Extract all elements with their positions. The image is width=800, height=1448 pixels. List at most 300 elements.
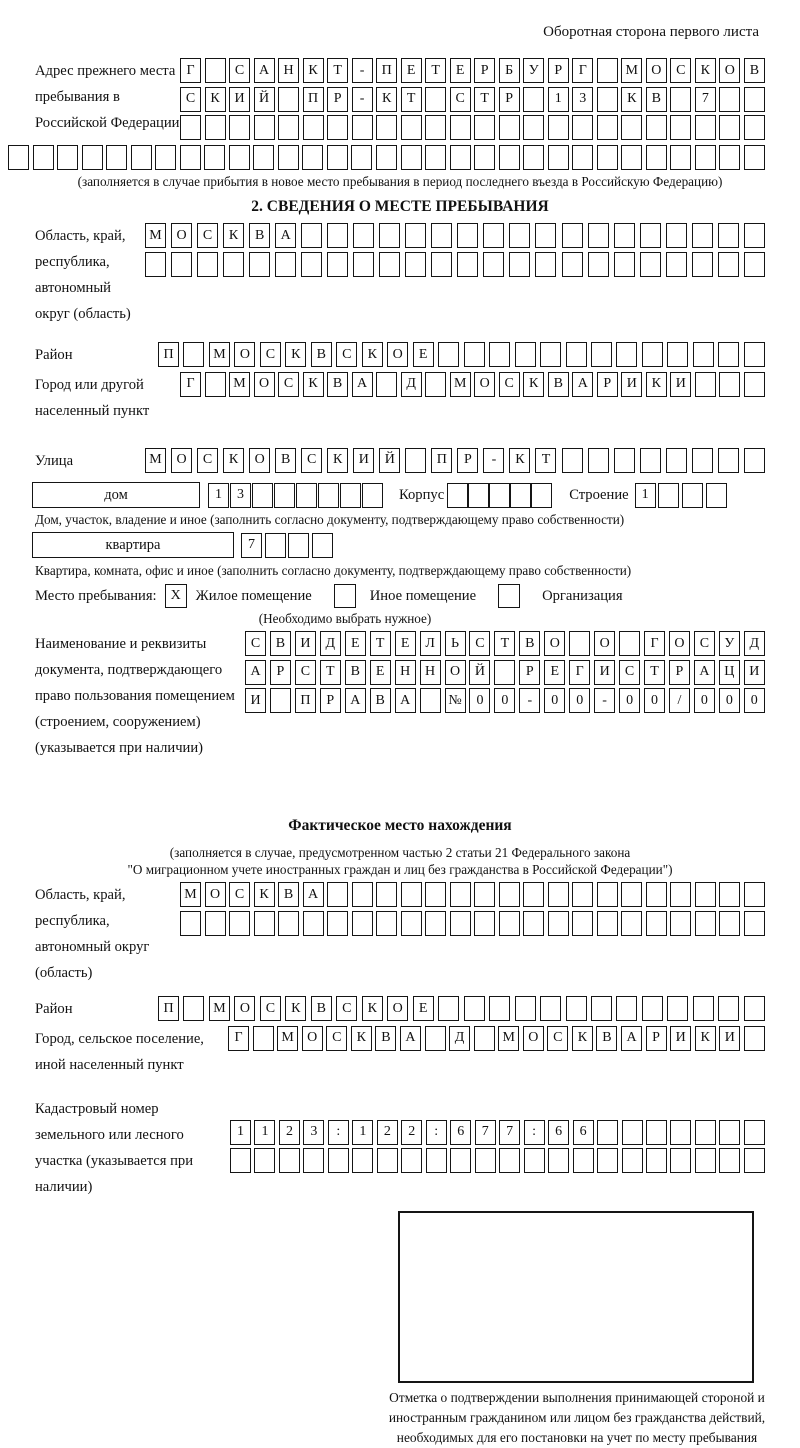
char-cell[interactable]: 7 — [475, 1120, 496, 1145]
previous-address-row-1[interactable] — [180, 58, 765, 83]
char-cell[interactable]: О — [205, 882, 226, 907]
char-cell[interactable]: И — [744, 660, 765, 685]
char-cell[interactable] — [183, 996, 204, 1021]
char-cell[interactable] — [457, 252, 478, 277]
char-cell[interactable] — [425, 1026, 446, 1051]
char-cell[interactable]: О — [249, 448, 270, 473]
char-cell[interactable]: К — [223, 448, 244, 473]
char-cell[interactable] — [622, 1120, 643, 1145]
char-cell[interactable]: Т — [644, 660, 665, 685]
actual-city-row[interactable] — [228, 1026, 765, 1051]
char-cell[interactable] — [640, 223, 661, 248]
char-cell[interactable]: 0 — [494, 688, 515, 713]
char-cell[interactable] — [597, 911, 618, 936]
char-cell[interactable] — [275, 252, 296, 277]
char-cell[interactable] — [204, 145, 225, 170]
char-cell[interactable] — [229, 145, 250, 170]
char-cell[interactable] — [670, 145, 691, 170]
char-cell[interactable] — [566, 996, 587, 1021]
char-cell[interactable]: П — [431, 448, 452, 473]
char-cell[interactable] — [695, 372, 716, 397]
char-cell[interactable] — [352, 115, 373, 140]
char-cell[interactable] — [205, 115, 226, 140]
char-cell[interactable]: О — [669, 631, 690, 656]
char-cell[interactable]: Т — [401, 87, 422, 112]
char-cell[interactable]: М — [277, 1026, 298, 1051]
char-cell[interactable] — [457, 223, 478, 248]
char-cell[interactable]: А — [621, 1026, 642, 1051]
char-cell[interactable] — [588, 223, 609, 248]
char-cell[interactable]: Р — [457, 448, 478, 473]
char-cell[interactable] — [562, 448, 583, 473]
char-cell[interactable] — [621, 882, 642, 907]
char-cell[interactable] — [562, 223, 583, 248]
char-cell[interactable] — [33, 145, 54, 170]
char-cell[interactable] — [523, 882, 544, 907]
char-cell[interactable]: Р — [270, 660, 291, 685]
char-cell[interactable]: И — [295, 631, 316, 656]
city-row[interactable] — [180, 372, 765, 397]
char-cell[interactable] — [597, 87, 618, 112]
char-cell[interactable] — [450, 911, 471, 936]
char-cell[interactable]: А — [395, 688, 416, 713]
char-cell[interactable]: Т — [494, 631, 515, 656]
char-cell[interactable]: 0 — [744, 688, 765, 713]
char-cell[interactable]: К — [646, 372, 667, 397]
char-cell[interactable]: С — [260, 996, 281, 1021]
char-cell[interactable]: В — [278, 882, 299, 907]
char-cell[interactable]: О — [594, 631, 615, 656]
char-cell[interactable] — [379, 223, 400, 248]
char-cell[interactable]: С — [619, 660, 640, 685]
char-cell[interactable] — [670, 1120, 691, 1145]
char-cell[interactable] — [718, 223, 739, 248]
char-cell[interactable] — [301, 223, 322, 248]
char-cell[interactable]: В — [519, 631, 540, 656]
char-cell[interactable] — [658, 483, 679, 508]
char-cell[interactable]: С — [197, 223, 218, 248]
char-cell[interactable]: В — [327, 372, 348, 397]
char-cell[interactable]: 0 — [719, 688, 740, 713]
char-cell[interactable] — [744, 1026, 765, 1051]
char-cell[interactable] — [362, 483, 383, 508]
char-cell[interactable]: - — [483, 448, 504, 473]
char-cell[interactable]: С — [229, 882, 250, 907]
char-cell[interactable] — [468, 483, 489, 508]
char-cell[interactable] — [171, 252, 192, 277]
char-cell[interactable] — [483, 252, 504, 277]
char-cell[interactable] — [197, 252, 218, 277]
char-cell[interactable] — [719, 911, 740, 936]
char-cell[interactable]: В — [596, 1026, 617, 1051]
char-cell[interactable] — [531, 483, 552, 508]
previous-address-row-3[interactable] — [180, 115, 765, 140]
char-cell[interactable]: Т — [474, 87, 495, 112]
char-cell[interactable] — [744, 996, 765, 1021]
cadastral-row-2[interactable] — [230, 1148, 765, 1173]
char-cell[interactable]: О — [544, 631, 565, 656]
char-cell[interactable] — [510, 483, 531, 508]
char-cell[interactable] — [327, 145, 348, 170]
char-cell[interactable]: О — [387, 996, 408, 1021]
char-cell[interactable] — [670, 1148, 691, 1173]
char-cell[interactable]: Р — [499, 87, 520, 112]
char-cell[interactable]: 3 — [572, 87, 593, 112]
char-cell[interactable]: / — [669, 688, 690, 713]
region-row-2[interactable] — [145, 252, 765, 277]
char-cell[interactable]: М — [621, 58, 642, 83]
char-cell[interactable]: И — [670, 1026, 691, 1051]
char-cell[interactable]: 0 — [544, 688, 565, 713]
char-cell[interactable]: - — [352, 58, 373, 83]
char-cell[interactable]: Т — [320, 660, 341, 685]
char-cell[interactable]: К — [509, 448, 530, 473]
char-cell[interactable] — [327, 882, 348, 907]
char-cell[interactable]: Е — [345, 631, 366, 656]
char-cell[interactable]: К — [285, 342, 306, 367]
char-cell[interactable] — [327, 115, 348, 140]
char-cell[interactable]: - — [352, 87, 373, 112]
char-cell[interactable] — [562, 252, 583, 277]
char-cell[interactable] — [572, 911, 593, 936]
char-cell[interactable]: О — [234, 996, 255, 1021]
char-cell[interactable] — [692, 252, 713, 277]
char-cell[interactable]: Р — [474, 58, 495, 83]
char-cell[interactable] — [376, 882, 397, 907]
char-cell[interactable]: Е — [413, 342, 434, 367]
char-cell[interactable] — [515, 342, 536, 367]
char-cell[interactable] — [744, 1148, 765, 1173]
apartment-type-box[interactable]: квартира — [32, 532, 234, 558]
char-cell[interactable]: П — [376, 58, 397, 83]
char-cell[interactable]: И — [670, 372, 691, 397]
cadastral-row-1[interactable] — [230, 1120, 765, 1145]
korpus-cells[interactable] — [447, 483, 547, 508]
char-cell[interactable] — [327, 223, 348, 248]
char-cell[interactable]: Й — [379, 448, 400, 473]
char-cell[interactable]: 0 — [619, 688, 640, 713]
char-cell[interactable] — [523, 911, 544, 936]
char-cell[interactable]: : — [328, 1120, 349, 1145]
char-cell[interactable] — [278, 87, 299, 112]
char-cell[interactable]: К — [285, 996, 306, 1021]
char-cell[interactable]: С — [694, 631, 715, 656]
char-cell[interactable] — [744, 87, 765, 112]
char-cell[interactable]: 6 — [573, 1120, 594, 1145]
char-cell[interactable]: С — [180, 87, 201, 112]
house-number-cells[interactable] — [208, 483, 383, 508]
char-cell[interactable] — [438, 996, 459, 1021]
char-cell[interactable]: С — [260, 342, 281, 367]
char-cell[interactable]: С — [229, 58, 250, 83]
char-cell[interactable]: О — [171, 223, 192, 248]
char-cell[interactable]: 2 — [279, 1120, 300, 1145]
char-cell[interactable]: Р — [519, 660, 540, 685]
char-cell[interactable]: Р — [597, 372, 618, 397]
char-cell[interactable] — [719, 882, 740, 907]
char-cell[interactable] — [682, 483, 703, 508]
char-cell[interactable]: А — [254, 58, 275, 83]
char-cell[interactable] — [499, 115, 520, 140]
char-cell[interactable] — [376, 911, 397, 936]
char-cell[interactable] — [499, 145, 520, 170]
char-cell[interactable]: 7 — [695, 87, 716, 112]
char-cell[interactable]: И — [229, 87, 250, 112]
char-cell[interactable] — [401, 115, 422, 140]
char-cell[interactable]: 6 — [548, 1120, 569, 1145]
char-cell[interactable] — [405, 252, 426, 277]
char-cell[interactable] — [420, 688, 441, 713]
char-cell[interactable]: 0 — [644, 688, 665, 713]
char-cell[interactable]: И — [353, 448, 374, 473]
char-cell[interactable] — [642, 996, 663, 1021]
char-cell[interactable] — [254, 1148, 275, 1173]
char-cell[interactable] — [548, 911, 569, 936]
char-cell[interactable] — [621, 145, 642, 170]
char-cell[interactable]: С — [547, 1026, 568, 1051]
char-cell[interactable] — [450, 145, 471, 170]
char-cell[interactable]: 3 — [303, 1120, 324, 1145]
char-cell[interactable]: Т — [370, 631, 391, 656]
char-cell[interactable]: Р — [327, 87, 348, 112]
char-cell[interactable] — [706, 483, 727, 508]
char-cell[interactable]: 7 — [241, 533, 262, 558]
char-cell[interactable] — [318, 483, 339, 508]
char-cell[interactable] — [253, 1026, 274, 1051]
char-cell[interactable] — [719, 372, 740, 397]
document-row-2[interactable] — [245, 660, 765, 685]
char-cell[interactable] — [274, 483, 295, 508]
char-cell[interactable] — [666, 448, 687, 473]
char-cell[interactable] — [183, 342, 204, 367]
previous-address-row-4[interactable] — [8, 145, 765, 170]
street-row[interactable] — [145, 448, 765, 473]
char-cell[interactable] — [327, 911, 348, 936]
char-cell[interactable]: Е — [401, 58, 422, 83]
char-cell[interactable] — [278, 911, 299, 936]
char-cell[interactable]: Н — [420, 660, 441, 685]
char-cell[interactable]: 3 — [230, 483, 251, 508]
char-cell[interactable] — [616, 996, 637, 1021]
char-cell[interactable]: В — [548, 372, 569, 397]
region-row-1[interactable] — [145, 223, 765, 248]
char-cell[interactable]: В — [646, 87, 667, 112]
char-cell[interactable]: М — [209, 342, 230, 367]
char-cell[interactable]: Е — [450, 58, 471, 83]
char-cell[interactable]: 1 — [352, 1120, 373, 1145]
char-cell[interactable] — [483, 223, 504, 248]
char-cell[interactable] — [303, 115, 324, 140]
char-cell[interactable] — [450, 115, 471, 140]
char-cell[interactable]: 1 — [208, 483, 229, 508]
char-cell[interactable] — [489, 996, 510, 1021]
char-cell[interactable] — [249, 252, 270, 277]
char-cell[interactable]: Д — [401, 372, 422, 397]
char-cell[interactable] — [155, 145, 176, 170]
char-cell[interactable] — [744, 115, 765, 140]
char-cell[interactable] — [376, 372, 397, 397]
char-cell[interactable]: Ц — [719, 660, 740, 685]
char-cell[interactable] — [619, 631, 640, 656]
char-cell[interactable] — [548, 115, 569, 140]
char-cell[interactable] — [719, 145, 740, 170]
char-cell[interactable] — [548, 1148, 569, 1173]
char-cell[interactable]: В — [370, 688, 391, 713]
char-cell[interactable]: Г — [569, 660, 590, 685]
char-cell[interactable]: С — [670, 58, 691, 83]
char-cell[interactable] — [744, 223, 765, 248]
char-cell[interactable]: И — [621, 372, 642, 397]
char-cell[interactable] — [352, 882, 373, 907]
char-cell[interactable]: О — [387, 342, 408, 367]
char-cell[interactable] — [621, 911, 642, 936]
char-cell[interactable]: - — [594, 688, 615, 713]
char-cell[interactable]: 1 — [230, 1120, 251, 1145]
char-cell[interactable] — [597, 145, 618, 170]
char-cell[interactable] — [646, 882, 667, 907]
char-cell[interactable]: А — [572, 372, 593, 397]
char-cell[interactable] — [622, 1148, 643, 1173]
char-cell[interactable]: О — [254, 372, 275, 397]
char-cell[interactable] — [401, 1148, 422, 1173]
char-cell[interactable]: О — [523, 1026, 544, 1051]
char-cell[interactable] — [695, 1148, 716, 1173]
char-cell[interactable]: Р — [669, 660, 690, 685]
char-cell[interactable] — [572, 882, 593, 907]
char-cell[interactable] — [509, 223, 530, 248]
char-cell[interactable] — [597, 115, 618, 140]
char-cell[interactable]: 1 — [635, 483, 656, 508]
char-cell[interactable]: Е — [544, 660, 565, 685]
char-cell[interactable] — [312, 533, 333, 558]
char-cell[interactable] — [230, 1148, 251, 1173]
char-cell[interactable]: М — [229, 372, 250, 397]
char-cell[interactable] — [474, 911, 495, 936]
previous-address-row-2[interactable] — [180, 87, 765, 112]
char-cell[interactable]: Т — [535, 448, 556, 473]
char-cell[interactable] — [515, 996, 536, 1021]
char-cell[interactable] — [640, 448, 661, 473]
char-cell[interactable] — [205, 372, 226, 397]
actual-region-row-2[interactable] — [180, 911, 765, 936]
char-cell[interactable] — [278, 145, 299, 170]
char-cell[interactable]: К — [223, 223, 244, 248]
char-cell[interactable]: М — [498, 1026, 519, 1051]
actual-region-row-1[interactable] — [180, 882, 765, 907]
char-cell[interactable] — [666, 252, 687, 277]
char-cell[interactable] — [252, 483, 273, 508]
char-cell[interactable]: Д — [449, 1026, 470, 1051]
char-cell[interactable] — [692, 223, 713, 248]
char-cell[interactable] — [180, 115, 201, 140]
actual-district-row[interactable] — [158, 996, 765, 1021]
char-cell[interactable] — [540, 342, 561, 367]
char-cell[interactable] — [405, 448, 426, 473]
char-cell[interactable] — [405, 223, 426, 248]
char-cell[interactable] — [301, 252, 322, 277]
char-cell[interactable] — [744, 882, 765, 907]
char-cell[interactable] — [588, 448, 609, 473]
char-cell[interactable]: 2 — [377, 1120, 398, 1145]
char-cell[interactable]: К — [695, 1026, 716, 1051]
char-cell[interactable]: Ь — [445, 631, 466, 656]
char-cell[interactable]: С — [295, 660, 316, 685]
char-cell[interactable]: А — [345, 688, 366, 713]
char-cell[interactable] — [425, 115, 446, 140]
char-cell[interactable]: В — [311, 996, 332, 1021]
char-cell[interactable] — [205, 911, 226, 936]
char-cell[interactable] — [597, 1148, 618, 1173]
char-cell[interactable]: 1 — [254, 1120, 275, 1145]
char-cell[interactable] — [695, 911, 716, 936]
char-cell[interactable] — [640, 252, 661, 277]
char-cell[interactable] — [695, 115, 716, 140]
char-cell[interactable]: Д — [744, 631, 765, 656]
char-cell[interactable] — [509, 252, 530, 277]
char-cell[interactable] — [254, 911, 275, 936]
char-cell[interactable] — [621, 115, 642, 140]
char-cell[interactable] — [540, 996, 561, 1021]
char-cell[interactable] — [744, 145, 765, 170]
char-cell[interactable] — [499, 911, 520, 936]
char-cell[interactable] — [719, 1120, 740, 1145]
char-cell[interactable]: К — [303, 372, 324, 397]
char-cell[interactable] — [131, 145, 152, 170]
char-cell[interactable] — [718, 448, 739, 473]
char-cell[interactable]: 0 — [469, 688, 490, 713]
char-cell[interactable]: Л — [420, 631, 441, 656]
char-cell[interactable] — [474, 1026, 495, 1051]
char-cell[interactable]: О — [445, 660, 466, 685]
char-cell[interactable] — [431, 223, 452, 248]
char-cell[interactable]: - — [519, 688, 540, 713]
char-cell[interactable] — [351, 145, 372, 170]
char-cell[interactable] — [523, 87, 544, 112]
char-cell[interactable] — [401, 145, 422, 170]
char-cell[interactable] — [57, 145, 78, 170]
checkbox-organization[interactable] — [498, 584, 520, 608]
char-cell[interactable]: 7 — [499, 1120, 520, 1145]
char-cell[interactable] — [279, 1148, 300, 1173]
char-cell[interactable]: У — [523, 58, 544, 83]
char-cell[interactable]: Т — [327, 58, 348, 83]
char-cell[interactable]: Й — [254, 87, 275, 112]
char-cell[interactable] — [494, 660, 515, 685]
char-cell[interactable] — [296, 483, 317, 508]
char-cell[interactable]: М — [145, 223, 166, 248]
char-cell[interactable] — [670, 911, 691, 936]
char-cell[interactable]: М — [209, 996, 230, 1021]
char-cell[interactable] — [667, 342, 688, 367]
char-cell[interactable] — [548, 145, 569, 170]
char-cell[interactable] — [719, 1148, 740, 1173]
char-cell[interactable] — [719, 87, 740, 112]
district-row[interactable] — [158, 342, 765, 367]
char-cell[interactable]: Р — [548, 58, 569, 83]
char-cell[interactable]: 0 — [569, 688, 590, 713]
char-cell[interactable] — [489, 342, 510, 367]
char-cell[interactable]: А — [400, 1026, 421, 1051]
char-cell[interactable]: С — [197, 448, 218, 473]
char-cell[interactable] — [523, 145, 544, 170]
char-cell[interactable]: С — [499, 372, 520, 397]
char-cell[interactable]: 0 — [694, 688, 715, 713]
char-cell[interactable] — [614, 448, 635, 473]
char-cell[interactable]: К — [351, 1026, 372, 1051]
char-cell[interactable] — [569, 631, 590, 656]
char-cell[interactable] — [744, 1120, 765, 1145]
char-cell[interactable] — [474, 145, 495, 170]
